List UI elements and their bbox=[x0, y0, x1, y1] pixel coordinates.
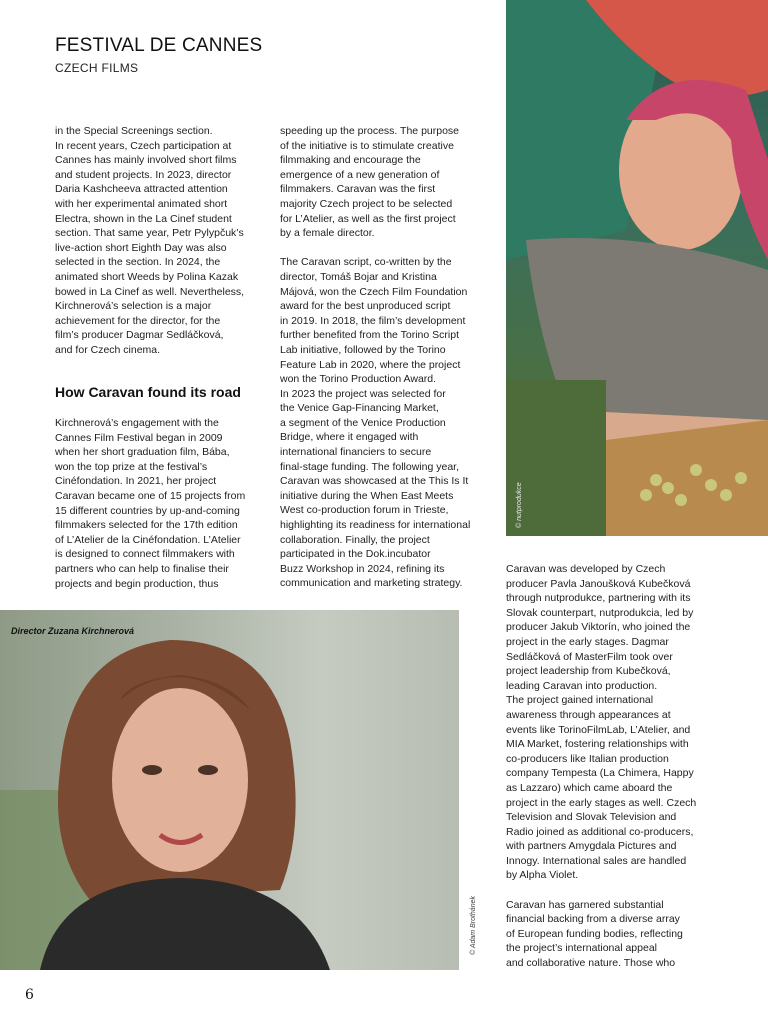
text-line: and collaborative nature. Those who bbox=[506, 957, 676, 970]
text-line: majority Czech project to be selected bbox=[280, 197, 453, 210]
text-line: The project gained international bbox=[506, 694, 654, 707]
section-heading: How Caravan found its road bbox=[55, 384, 241, 400]
text-line: In recent years, Czech participation at bbox=[55, 139, 232, 152]
text-line: is designed to connect filmmakers with bbox=[55, 548, 235, 561]
text-line: Daria Kashcheeva attracted attention bbox=[55, 183, 228, 196]
text-line: financial backing from a diverse array bbox=[506, 913, 680, 926]
text-line: of European funding bodies, reflecting bbox=[506, 927, 683, 940]
text-line: Caravan became one of 15 projects from bbox=[55, 489, 246, 502]
text-line: Cannes has mainly involved short films bbox=[55, 154, 237, 167]
text-line: and student projects. In 2023, director bbox=[55, 168, 232, 181]
page-title: FESTIVAL DE CANNES bbox=[55, 35, 263, 56]
text-line: project leadership from Kubečková, bbox=[506, 665, 671, 678]
text-line: director, Tomáš Bojar and Kristina bbox=[280, 270, 437, 283]
text-line: West co-production forum in Trieste, bbox=[280, 504, 449, 517]
text-line: with her experimental animated short bbox=[55, 197, 228, 210]
photo-credit: © Adam Brothánek bbox=[470, 896, 477, 955]
text-line: in 2019. In 2018, the film’s development bbox=[280, 314, 466, 327]
text-line: a segment of the Venice Production bbox=[280, 416, 446, 429]
text-line: project in the early stages as well. Czech bbox=[506, 796, 697, 809]
text-line: award for the best unproduced script bbox=[280, 300, 451, 313]
text-line: Innogy. International sales are handled bbox=[506, 854, 687, 867]
text-line: company Tempesta (La Chimera, Happy bbox=[506, 767, 694, 780]
text-line: the project’s international appeal bbox=[506, 942, 657, 955]
article-column-left-continued bbox=[55, 416, 263, 591]
text-line: Caravan was developed by Czech bbox=[506, 563, 666, 575]
text-line: Caravan was showcased at the This Is It bbox=[280, 475, 469, 488]
text-line: Cannes Film Festival began in 2009 bbox=[55, 431, 223, 444]
text-line: events like TorinoFilmLab, L’Atelier, and bbox=[506, 723, 691, 736]
text-line: bowed in La Cinef as well. Nevertheless, bbox=[55, 285, 245, 298]
text-line: MIA Market, fostering relationships with bbox=[506, 738, 689, 751]
text-line: partners who can help to finalise their bbox=[55, 562, 229, 575]
director-portrait-photo bbox=[0, 610, 477, 970]
text-line: for L’Atelier, as well as the first project bbox=[280, 212, 456, 225]
text-line: won the top prize at the festival’s bbox=[55, 460, 208, 473]
photo-caption: Director Zuzana Kirchnerová bbox=[11, 626, 135, 636]
text-line: project in the early stages. Dagmar bbox=[506, 635, 669, 648]
text-line: projects and begin production, thus bbox=[55, 577, 219, 590]
text-line: awareness through appearances at bbox=[506, 708, 671, 721]
text-line: co-producers like Italian production bbox=[506, 752, 669, 765]
text-line: Bridge, where it engaged with bbox=[280, 431, 419, 444]
text-line: live-action short Eighth Day was also bbox=[55, 241, 227, 254]
text-line: In 2023 the project was selected for bbox=[280, 387, 446, 400]
text-line: collaboration. Finally, the project bbox=[280, 533, 430, 546]
article-column-middle bbox=[280, 124, 495, 591]
text-line: emergence of a new generation of bbox=[280, 168, 440, 181]
text-line: film’s producer Dagmar Sedláčková, bbox=[55, 329, 224, 342]
article-column-right bbox=[506, 562, 718, 971]
text-line: filmmakers selected for the 17th edition bbox=[55, 519, 238, 532]
text-line: further benefited from the Torino Script bbox=[280, 329, 459, 342]
text-line: by Alpha Violet. bbox=[506, 869, 579, 882]
text-line: communication and marketing strategy. bbox=[280, 577, 463, 590]
text-line: of L’Atelier de la Cinéfondation. L’Atelier bbox=[55, 533, 241, 546]
film-still-photo bbox=[506, 0, 768, 536]
text-line: section. That same year, Petr Pylypčuk’s bbox=[55, 227, 244, 240]
text-line: Sedláčková of MasterFilm took over bbox=[506, 650, 673, 663]
text-line: highlighting its readiness for international bbox=[280, 519, 471, 532]
text-line: participated in the Dok.incubator bbox=[280, 548, 431, 561]
page-number: 6 bbox=[25, 987, 34, 1003]
photo-credit: © nutprodukce bbox=[516, 482, 523, 528]
article-column-left bbox=[55, 124, 263, 358]
text-line: final-stage funding. The following year, bbox=[280, 460, 460, 473]
text-line: Caravan has garnered substantial bbox=[506, 898, 664, 911]
text-line: filmmakers. Caravan was the first bbox=[280, 183, 436, 196]
paragraph-gap bbox=[280, 241, 495, 256]
text-line: Electra, shown in the La Cinef student bbox=[55, 212, 232, 225]
text-line: producer Pavla Janoušková Kubečková bbox=[506, 577, 691, 590]
text-line: Kirchnerová’s engagement with the bbox=[55, 417, 219, 429]
text-line: Májová, won the Czech Film Foundation bbox=[280, 285, 468, 298]
portrait-illustration bbox=[0, 610, 459, 970]
text-line: Radio joined as additional co-producers, bbox=[506, 825, 694, 838]
text-line: The Caravan script, co-written by the bbox=[280, 256, 452, 269]
text-line: animated short Weeds by Polina Kazak bbox=[55, 270, 239, 283]
text-line: filmmaking and encourage the bbox=[280, 154, 421, 167]
text-line: Buzz Workshop in 2024, refining its bbox=[280, 562, 445, 575]
text-line: Kirchnerová’s selection is a major bbox=[55, 300, 212, 313]
text-line: leading Caravan into production. bbox=[506, 679, 658, 692]
text-line: as Lazzaro) which came aboard the bbox=[506, 781, 673, 794]
text-line: speeding up the process. The purpose bbox=[280, 125, 460, 137]
text-line: and for Czech cinema. bbox=[55, 343, 161, 356]
text-line: Television and Slovak Television and bbox=[506, 811, 677, 824]
text-line: of the initiative is to stimulate creative bbox=[280, 139, 454, 152]
text-line: producer Jakub Viktorín, who joined the bbox=[506, 621, 691, 634]
text-line: with partners Amygdala Pictures and bbox=[506, 840, 677, 853]
text-line: won the Torino Production Award. bbox=[280, 373, 437, 386]
paragraph-gap bbox=[506, 883, 718, 898]
page-subtitle: CZECH FILMS bbox=[55, 61, 139, 75]
text-line: in the Special Screenings section. bbox=[55, 125, 213, 137]
text-line: selected in the section. In 2024, the bbox=[55, 256, 221, 269]
text-line: by a female director. bbox=[280, 227, 375, 240]
text-line: initiative during the When East Meets bbox=[280, 489, 454, 502]
text-line: the Venice Gap-Financing Market, bbox=[280, 402, 439, 415]
text-line: Slovak counterpart, nutprodukcia, led by bbox=[506, 606, 694, 619]
film-still-illustration bbox=[506, 0, 768, 536]
text-line: international financiers to secure bbox=[280, 446, 432, 459]
text-line: Cinéfondation. In 2021, her project bbox=[55, 475, 217, 488]
text-line: Lab initiative, followed by the Torino bbox=[280, 343, 446, 356]
text-line: when her short graduation film, Bába, bbox=[55, 446, 230, 459]
text-line: through nutprodukce, partnering with its bbox=[506, 592, 691, 605]
text-line: achievement for the director, for the bbox=[55, 314, 221, 327]
text-line: Feature Lab in 2020, where the project bbox=[280, 358, 461, 371]
text-line: 15 different countries by up-and-coming bbox=[55, 504, 240, 517]
